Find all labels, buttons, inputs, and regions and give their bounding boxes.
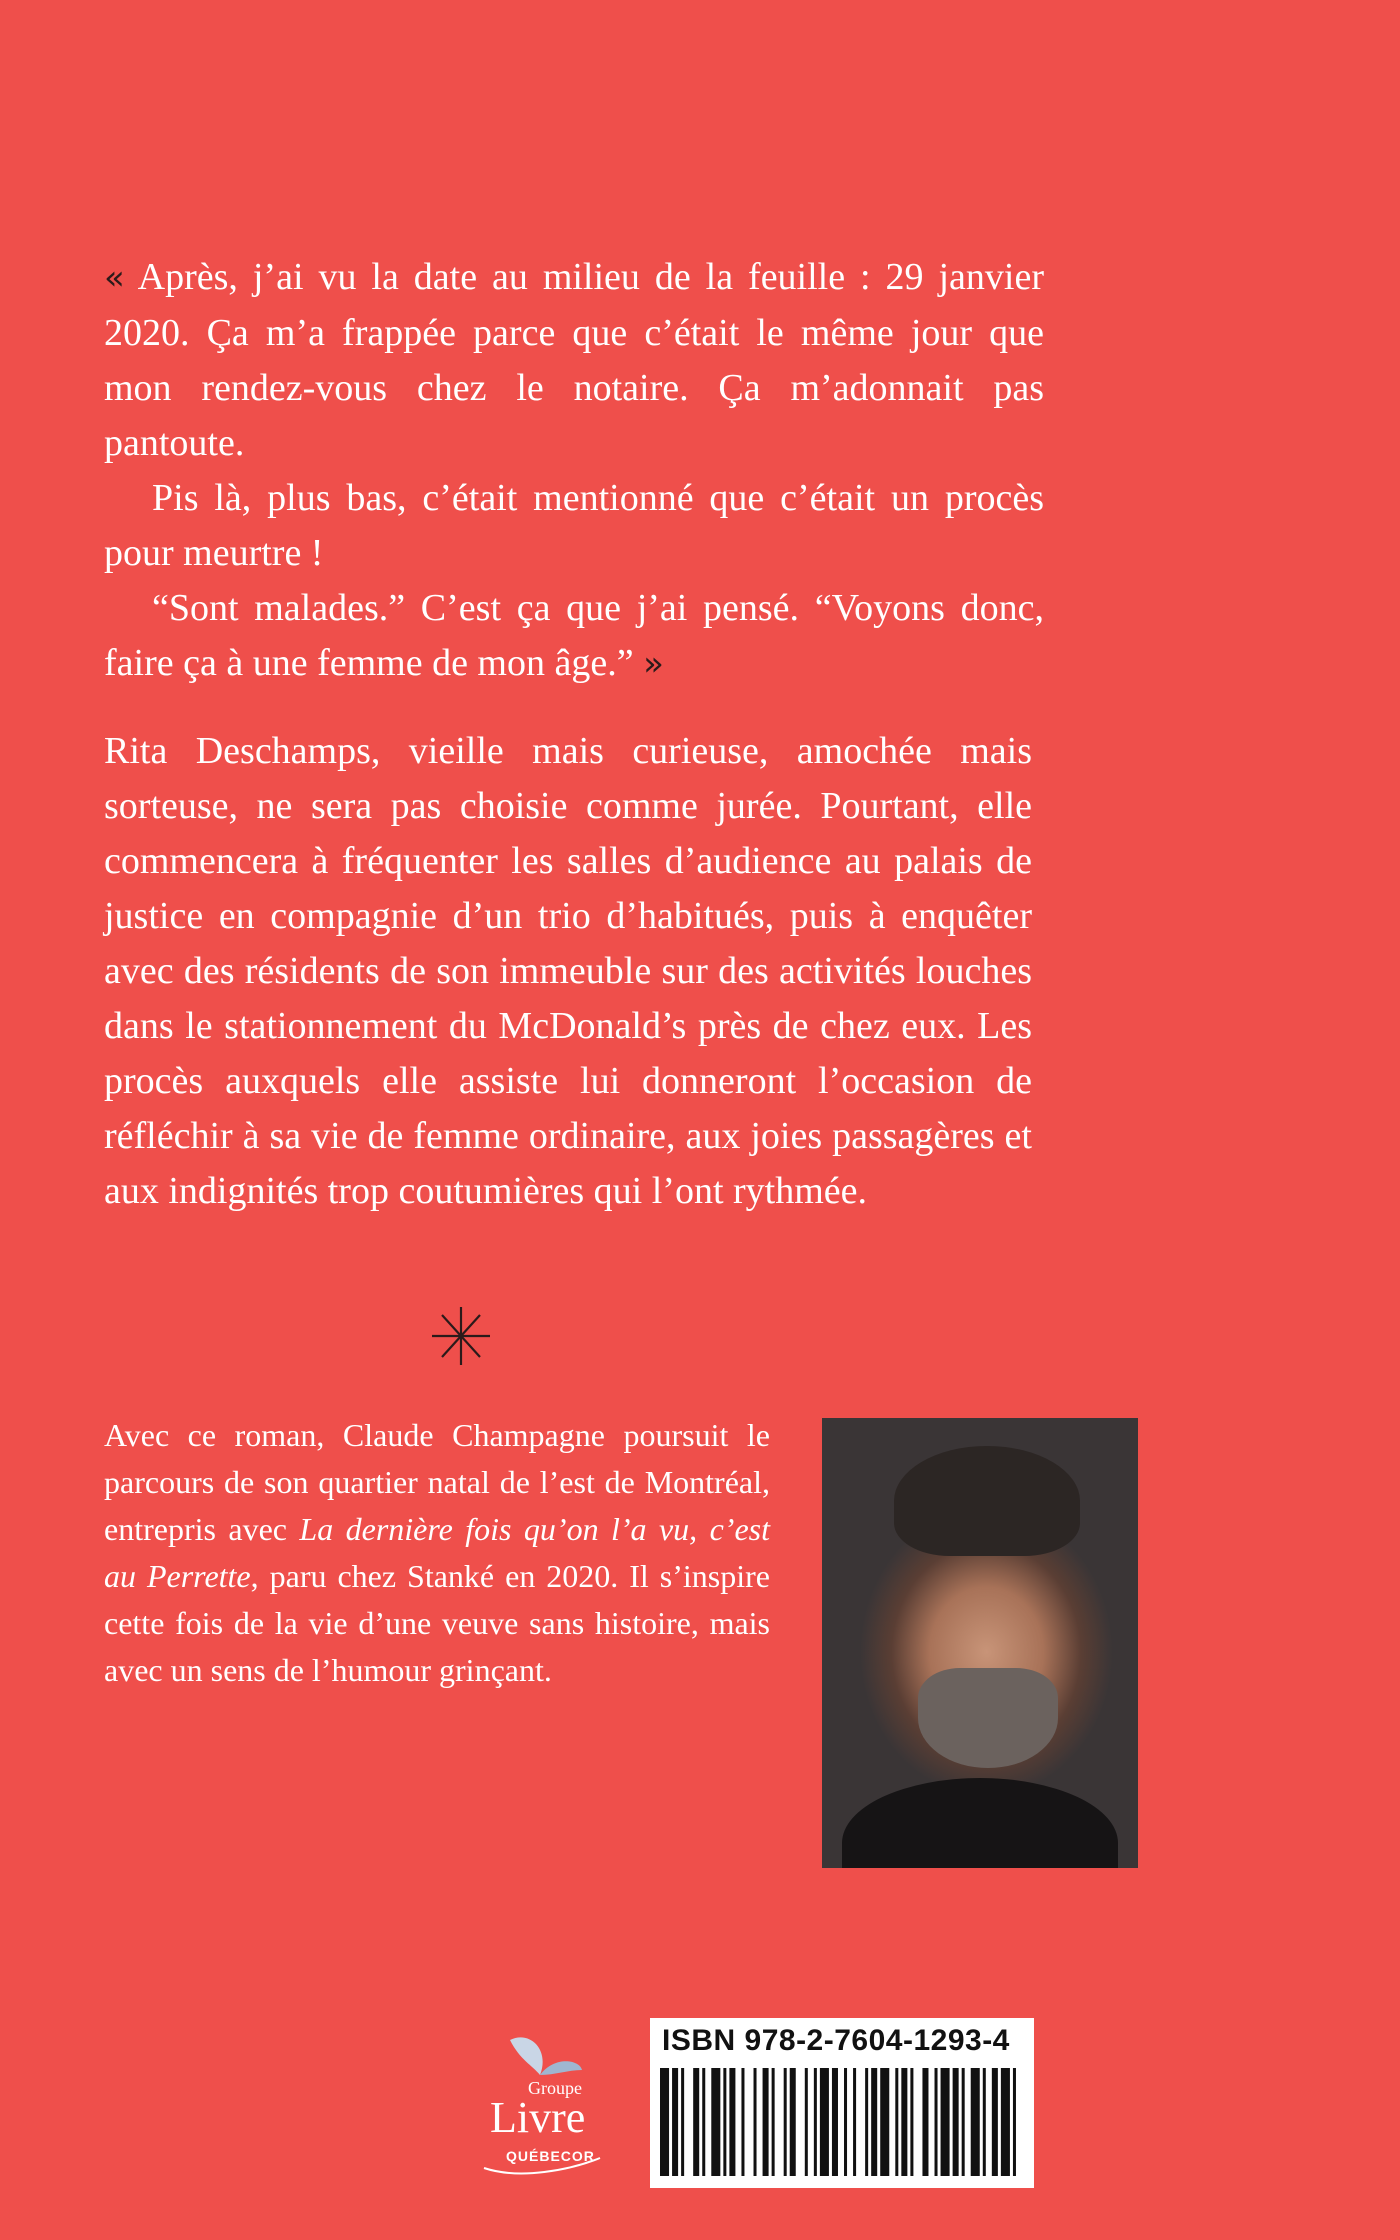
author-hair (894, 1446, 1080, 1556)
barcode-bar (772, 2068, 775, 2176)
quote-paragraph-3-text: “Sont malades.” C’est ça que j’ai pensé. “Voyons donc, faire ça à une femme de mon âge.” (104, 587, 1044, 684)
barcode-bar (922, 2068, 928, 2176)
barcode-bar (871, 2068, 877, 2176)
barcode-bar (910, 2068, 913, 2176)
barcode-bar (729, 2068, 735, 2176)
asterisk-ornament-icon (430, 1305, 492, 1367)
barcode-bar (814, 2068, 817, 2176)
barcode-bar (971, 2068, 980, 2176)
quote-paragraph-1-text: Après, j’ai vu la date au milieu de la feuille : 29 janvier 2020. Ça m’a frappée parce que c’était le même jour que mon rendez-vous chez le notaire. Ça m’adonnait pas pantoute. (104, 256, 1044, 464)
publisher-livre-label: Livre (490, 2093, 586, 2142)
author-bio (104, 1412, 770, 1694)
bio-book-title: La dernière fois qu’on l’a vu, c’est au Perrette (104, 1511, 770, 1594)
barcode-bar (1001, 2068, 1010, 2176)
close-guillemet: » (643, 644, 664, 684)
author-shirt (842, 1778, 1118, 1868)
barcode-bar (853, 2068, 856, 2176)
barcode-bar (805, 2068, 808, 2176)
barcode-bar (935, 2068, 938, 2176)
barcode-bar (754, 2068, 757, 2176)
barcode-bar (702, 2068, 705, 2176)
author-beard (918, 1668, 1058, 1768)
barcode-bar (763, 2068, 769, 2176)
quote-paragraph-3 (104, 581, 1044, 692)
barcode-bar (992, 2068, 998, 2176)
barcode-bar (844, 2068, 847, 2176)
barcode-bar (820, 2068, 829, 2176)
barcode-bar (693, 2068, 699, 2176)
isbn-label: ISBN 978-2-7604-1293-4 (662, 2024, 1010, 2057)
barcode-bar (832, 2068, 838, 2176)
publisher-group-label: Groupe (528, 2078, 582, 2098)
barcode-bar (672, 2068, 678, 2176)
publisher-quebecor-label: QUÉBECOR (506, 2148, 595, 2164)
barcode-bar (865, 2068, 868, 2176)
barcode-bar (901, 2068, 907, 2176)
barcode-bar (941, 2068, 950, 2176)
barcode-bar (723, 2068, 726, 2176)
barcode-icon (660, 2068, 1022, 2176)
barcode-bar (983, 2068, 986, 2176)
publisher-logo (470, 2020, 620, 2180)
book-summary: Rita Deschamps, vieille mais curieuse, amochée mais sorteuse, ne sera pas choisie comme jurée. Pourtant, elle commencera à fréquenter les salles d’audience au palais de justice en compagnie d’un trio d’habitués, puis à enquêter avec des résidents de son immeuble sur des activités louches dans le stationnement du McDonald’s près de chez eux. Les procès auxquels elle assiste lui donneront l’occasion de réfléchir à sa vie de femme ordinaire, aux joies passagères et aux indignités trop coutumières qui l’ont rythmée. (104, 730, 1032, 1212)
barcode-bar (953, 2068, 959, 2176)
quote-paragraph-1 (104, 250, 1044, 471)
bio-text-before: Avec ce roman, Claude Champagne poursuit le parcours de son quartier natal de l’est de Montréal, entrepris avec (104, 1417, 770, 1547)
barcode-box (650, 2018, 1034, 2188)
author-photo (822, 1418, 1138, 1868)
barcode-bar (880, 2068, 889, 2176)
barcode-bar (895, 2068, 898, 2176)
excerpt-quote (104, 250, 1044, 692)
barcode-bar (660, 2068, 669, 2176)
barcode-bar (790, 2068, 796, 2176)
barcode-bar (784, 2068, 787, 2176)
barcode-bar (962, 2068, 965, 2176)
quote-paragraph-2: Pis là, plus bas, c’était mentionné que c’était un procès pour meurtre ! (104, 477, 1044, 574)
bio-text-after: , paru chez Stanké en 2020. Il s’inspire cette fois de la vie d’une veuve sans histoire, mais avec un sens de l’humour grinçant. (104, 1558, 771, 1688)
barcode-bar (1013, 2068, 1016, 2176)
barcode-bar (711, 2068, 720, 2176)
barcode-bar (681, 2068, 684, 2176)
open-guillemet: « (104, 258, 125, 298)
barcode-bar (741, 2068, 744, 2176)
